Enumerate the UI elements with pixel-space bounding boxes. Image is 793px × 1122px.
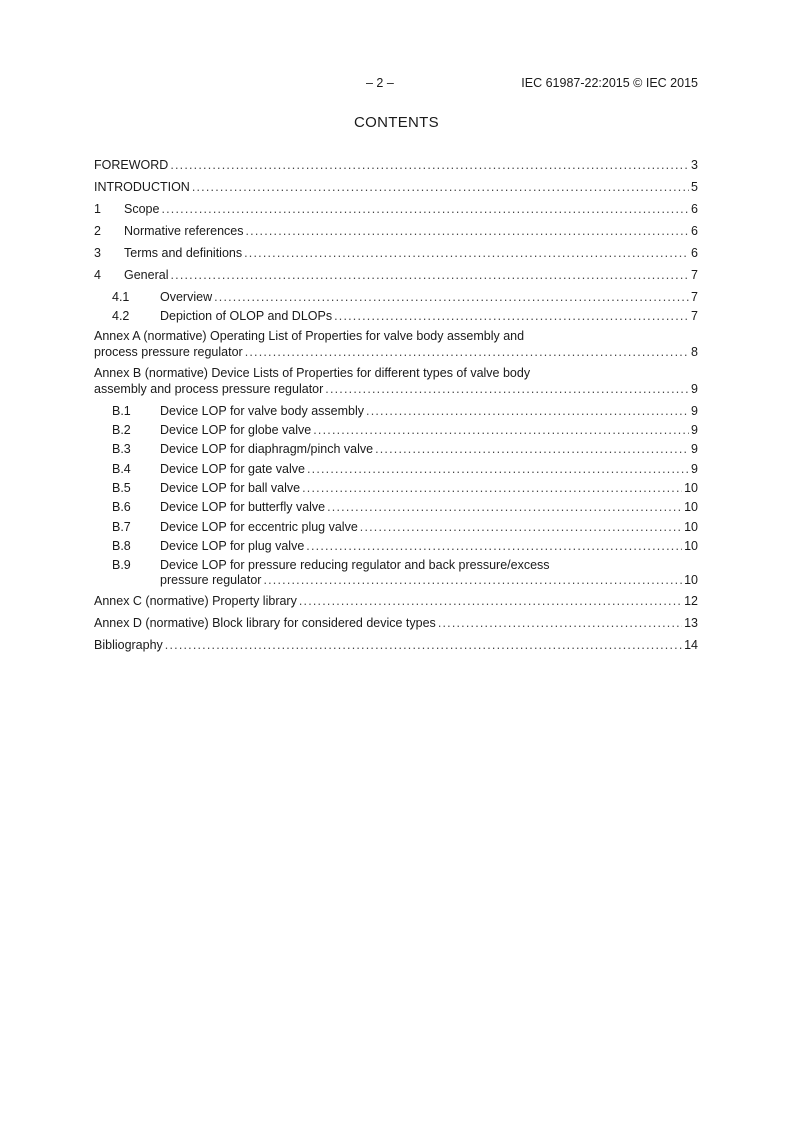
toc-page: 10 (684, 573, 698, 587)
toc-page: 7 (691, 290, 698, 304)
toc-title: Device LOP for ball valve (160, 481, 301, 495)
toc-title-line1: Device LOP for pressure reducing regulator and back pressure/excess (160, 558, 550, 572)
toc-title-line1: Annex B (normative) Device Lists of Properties for different types of valve body (94, 366, 531, 380)
toc-entry-b4[interactable] (94, 462, 698, 477)
toc-entry-b1[interactable] (94, 404, 698, 419)
toc-title-line2: pressure regulator (160, 573, 262, 587)
toc-page: 5 (691, 180, 698, 194)
toc-entry-annex-b[interactable] (94, 366, 698, 397)
toc-title-line1: Annex A (normative) Operating List of Properties for valve body assembly and (94, 329, 525, 343)
document-reference: IEC 61987-22:2015 © IEC 2015 (521, 76, 698, 90)
toc-title: Scope (124, 202, 160, 216)
toc-number: 4.2 (112, 309, 130, 323)
toc-page: 3 (691, 158, 698, 172)
toc-entry-section-3[interactable] (94, 246, 698, 261)
toc-page: 9 (691, 462, 698, 476)
toc-title: Terms and definitions (124, 246, 243, 260)
toc-page: 9 (691, 404, 698, 418)
toc-entry-section-4[interactable] (94, 268, 698, 283)
toc-entry-b5[interactable] (94, 481, 698, 496)
toc-entry-foreword[interactable] (94, 158, 698, 173)
toc-title: Overview (160, 290, 213, 304)
toc-number: B.4 (112, 462, 131, 476)
toc-page: 13 (684, 616, 698, 630)
toc-entry-bibliography[interactable] (94, 638, 698, 653)
toc-entry-section-4-2[interactable] (94, 309, 698, 324)
toc-number: 3 (94, 246, 101, 260)
toc-number: B.3 (112, 442, 131, 456)
toc-entry-b2[interactable] (94, 423, 698, 438)
toc-entry-b8[interactable] (94, 539, 698, 554)
toc-number: B.5 (112, 481, 131, 495)
page-number: – 2 – (366, 76, 394, 90)
toc-number: B.6 (112, 500, 131, 514)
toc-entry-b9[interactable] (94, 558, 698, 588)
toc-entry-annex-a[interactable] (94, 329, 698, 360)
toc-title: Device LOP for plug valve (160, 539, 305, 553)
toc-number: 2 (94, 224, 101, 238)
toc-number: B.7 (112, 520, 131, 534)
toc-page: 6 (691, 202, 698, 216)
toc-entry-b7[interactable] (94, 520, 698, 535)
toc-title: Device LOP for eccentric plug valve (160, 520, 358, 534)
toc-page: 9 (691, 442, 698, 456)
toc-page: 9 (691, 382, 698, 396)
toc-page: 10 (684, 481, 698, 495)
toc-title: Bibliography (94, 638, 163, 652)
toc-title: Device LOP for globe valve (160, 423, 312, 437)
toc-page: 6 (691, 246, 698, 260)
toc-page: 7 (691, 309, 698, 323)
toc-entry-section-1[interactable] (94, 202, 698, 217)
toc-title: INTRODUCTION (94, 180, 190, 194)
toc-page: 10 (684, 500, 698, 514)
toc-number: 4 (94, 268, 101, 282)
toc-number: B.8 (112, 539, 131, 553)
toc-title: Depiction of OLOP and DLOPs (160, 309, 333, 323)
toc-page: 10 (684, 539, 698, 553)
toc-title-line2: assembly and process pressure regulator (94, 382, 324, 396)
toc-title: Annex C (normative) Property library (94, 594, 297, 608)
toc-page: 8 (691, 345, 698, 359)
contents-title: CONTENTS (354, 114, 439, 131)
toc-entry-b3[interactable] (94, 442, 698, 457)
toc-page: 9 (691, 423, 698, 437)
toc-page: 6 (691, 224, 698, 238)
toc-title: Device LOP for valve body assembly (160, 404, 365, 418)
toc-title: Device LOP for diaphragm/pinch valve (160, 442, 374, 456)
toc-title: General (124, 268, 169, 282)
toc-title: Annex D (normative) Block library for considered device types (94, 616, 436, 630)
toc-page: 14 (684, 638, 698, 652)
toc-number: B.2 (112, 423, 131, 437)
toc-title: Device LOP for gate valve (160, 462, 305, 476)
toc-page: 12 (684, 594, 698, 608)
toc-entry-b6[interactable] (94, 500, 698, 515)
toc-title-line2: process pressure regulator (94, 345, 243, 359)
toc-entry-annex-c[interactable] (94, 594, 698, 609)
toc-page: 10 (684, 520, 698, 534)
toc-number: B.9 (112, 558, 131, 572)
toc-number: 4.1 (112, 290, 130, 304)
toc-entry-section-4-1[interactable] (94, 290, 698, 305)
toc-number: 1 (94, 202, 101, 216)
toc-entry-introduction[interactable] (94, 180, 698, 195)
toc-page: 7 (691, 268, 698, 282)
toc-title: Normative references (124, 224, 244, 238)
toc-number: B.1 (112, 404, 131, 418)
toc-title: FOREWORD (94, 158, 169, 172)
toc-title: Device LOP for butterfly valve (160, 500, 326, 514)
toc-entry-section-2[interactable] (94, 224, 698, 239)
toc-entry-annex-d[interactable] (94, 616, 698, 631)
